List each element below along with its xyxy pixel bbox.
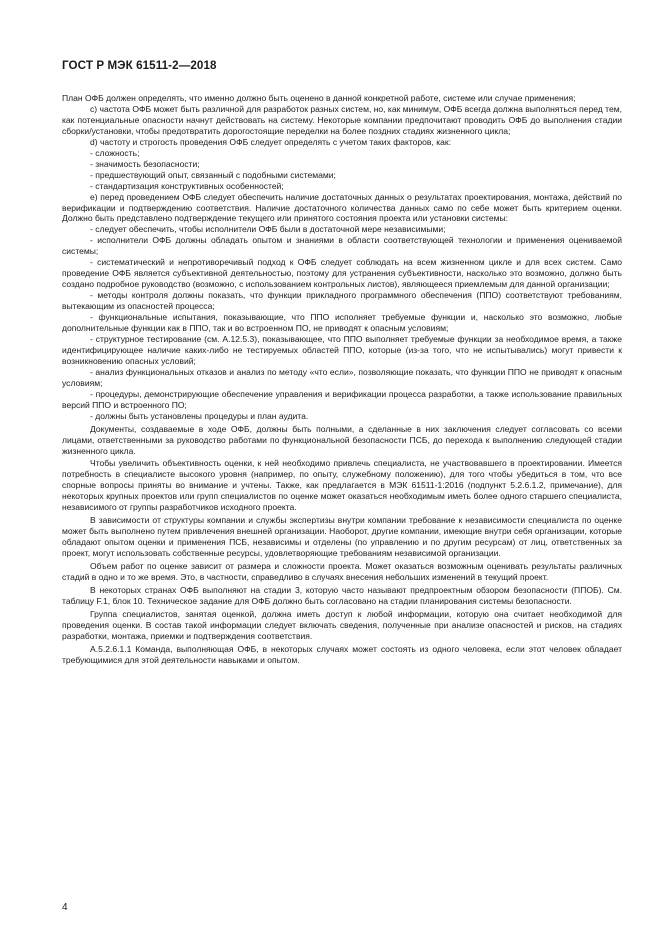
list-item: - анализ функциональных отказов и анализ по методу «что если», позволяющие показать, что функции ППО не приводят к опасным условиям; [62, 366, 622, 388]
page-number: 4 [62, 902, 68, 913]
list-item: е) перед проведением ОФБ следует обеспечить наличие достаточных данных о результатах проектирования, монтажа, действий по верификации и подтверждению соответствия. Наличие достаточного количества данных само по себе может быть критерием оценки. Должно быть представлено подтверждение текущего или принятого состояния проекта или установки системы: [62, 191, 622, 224]
paragraph: А.5.2.6.1.1 Команда, выполняющая ОФБ, в некоторых случаях может состоять из одного человека, если этот человек обладает требующимися для этой деятельности навыками и опытом. [62, 643, 622, 665]
document-body [62, 93, 622, 666]
paragraph: Объем работ по оценке зависит от размера и сложности проекта. Может оказаться возможным оценивать результаты различных стадий в одно и то же время. Это, в частности, справедливо в случаях внесения небольших изменений в текущий проект. [62, 561, 622, 582]
paragraph: План ОФБ должен определять, что именно должно быть оценено в данной конкретной работе, системе или случае применения; [62, 93, 576, 103]
paragraph: В некоторых странах ОФБ выполняют на стадии 3, которую часто называют предпроектным обзором безопасности (ППОБ). См. таблицу F.1, блок 10. Техническое задание для ОФБ должно быть согласовано на стадии планирования системы безопасности. [62, 584, 622, 606]
list-item: - следует обеспечить, чтобы исполнители ОФБ были в достаточной мере независимыми; [90, 224, 446, 235]
paragraph: Группа специалистов, занятая оценкой, должна иметь доступ к любой информации, которую она считает необходимой для проведения оценки. В состав такой информации следует включать сведения, полученные при анализе опасностей и рисков, на стадиях разработки, монтажа, приемки и подтверждения соответствия. [62, 608, 622, 641]
list-item: - стандартизация конструктивных особенностей; [90, 180, 284, 191]
list-item: - значимость безопасности; [90, 158, 200, 169]
list-item: - исполнители ОФБ должны обладать опытом и знаниями в области соответствующей технологии и применения оцениваемой системы; [62, 235, 622, 257]
list-item: с) частота ОФБ может быть различной для разработок разных систем, но, как минимум, ОФБ всегда должна выполняться перед тем, как потенциальные опасности начнут действовать на систему. Некоторые компании предпочитают проводить ОФБ до выполнения стадии сборки/установки, чтобы предотвратить дорогостоящие переделки на более поздних стадиях жизненного цикла; [62, 103, 622, 136]
list-item: - сложность; [90, 147, 140, 158]
list-item: d) частоту и строгость проведения ОФБ следует определять с учетом таких факторов, как: [90, 136, 451, 147]
paragraph: Чтобы увеличить объективность оценки, к ней необходимо привлечь специалиста, не участвовавшего в проектировании. Имеется потребность в специалисте высокого уровня (например, по опыту, служебному положению), для того чтобы убедиться в том, что все спорные вопросы приняты во внимание и учтены. Также, как предлагается в МЭК 61511-1:2016 (подпункт 5.2.6.1.2, примечание), для некоторых крупных проектов или групп специалистов по оценке может оказаться необходимым иметь более одного старшего специалиста, независимого от группы разработчиков исходного проекта. [62, 458, 622, 513]
list-item: - предшествующий опыт, связанный с подобными системами; [90, 169, 336, 180]
list-item: - функциональные испытания, показывающие, что ППО исполняет требуемые функции и, насколько это возможно, любые дополнительные функции как в ППО, так и во встроенном ПО, не приводят к опасным условиям; [62, 312, 622, 334]
list-item: - систематический и непротиворечивый подход к ОФБ следует соблюдать на всем жизненном цикле и для всех систем. Само проведение ОФБ является субъективной деятельностью, поэтому для устранения субъективности, насколько это возможно, должно быть создано подробное руководство (возможно, с использованием контрольных листов), являющееся приемлемым для данной организации; [62, 257, 622, 290]
list-item: - процедуры, демонстрирующие обеспечение управления и верификации процесса разработки, а также использование правильных версий ППО и встроенного ПО; [62, 388, 622, 410]
paragraph: Документы, создаваемые в ходе ОФБ, должны быть полными, а сделанные в них заключения следует согласовать со всеми лицами, ответственными за руководство работами по функциональной безопасности ПСБ, до перехода к выполнению следующей стадии жизненного цикла. [62, 423, 622, 456]
paragraph: В зависимости от структуры компании и службы экспертизы внутри компании требование к независимости специалиста по оценке может быть выполнено путем привлечения внешней организации. Наоборот, другие компании, имеющие внутри себя организации, которые обладают опытом оценки и применения ПСБ, независимы и отделены (по управлению и по другим ресурсам) от лиц, ответственных за проект, могут использовать собственные ресурсы, удовлетворяющие требованиям независимой организации. [62, 515, 622, 559]
document-header: ГОСТ Р МЭК 61511-2—2018 [62, 59, 217, 72]
list-item: - методы контроля должны показать, что функции прикладного программного обеспечения (ППО) соответствуют требованиям, вытекающим из опасностей процесса; [62, 290, 622, 312]
list-item: - должны быть установлены процедуры и план аудита. [90, 410, 309, 421]
list-item: - структурное тестирование (см. А.12.5.3), показывающее, что ППО выполняет требуемые функции за необходимое время, а также идентифицирующее наличие каких-либо не тестируемых областей ППО, которые (из-за того, что не испытывались) могут привести к возникновению опасных условий; [62, 333, 622, 366]
